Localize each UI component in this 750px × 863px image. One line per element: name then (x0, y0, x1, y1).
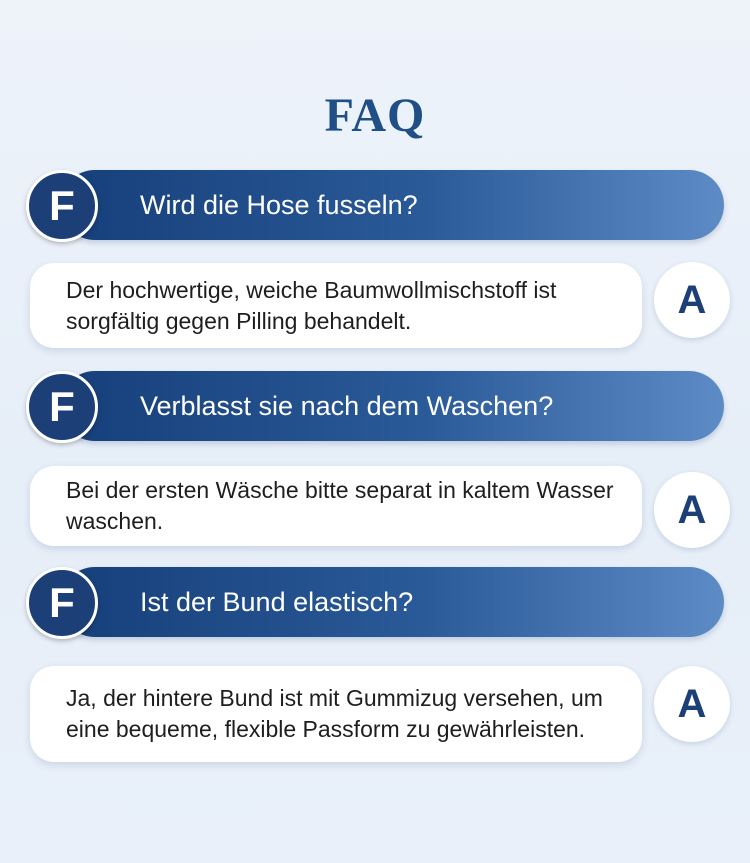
question-text-3: Ist der Bund elastisch? (140, 587, 414, 617)
question-text-1: Wird die Hose fusseln? (140, 190, 418, 220)
answer-badge-3: A (654, 666, 730, 742)
answer-text-2: Bei der ersten Wäsche bitte separat in kaltem Wasser waschen. (66, 477, 614, 534)
question-bar-1[interactable] (60, 170, 724, 240)
question-bar-3[interactable] (60, 567, 724, 637)
answer-card-2 (30, 466, 642, 546)
question-bar-2[interactable] (60, 371, 724, 441)
answer-card-3 (30, 666, 642, 762)
answer-badge-2: A (654, 472, 730, 548)
question-badge-3: F (26, 567, 98, 639)
answer-card-1 (30, 263, 642, 348)
question-text-2: Verblasst sie nach dem Waschen? (140, 391, 554, 421)
faq-title: FAQ (324, 89, 426, 142)
answer-text-3: Ja, der hintere Bund ist mit Gummizug versehen, um eine bequeme, flexible Passform zu gewährleisten. (66, 685, 603, 742)
answer-text-1: Der hochwertige, weiche Baumwollmischstoff ist sorgfältig gegen Pilling behandelt. (66, 276, 557, 334)
question-badge-1: F (26, 170, 98, 242)
answer-badge-1: A (654, 262, 730, 338)
question-badge-2: F (26, 371, 98, 443)
